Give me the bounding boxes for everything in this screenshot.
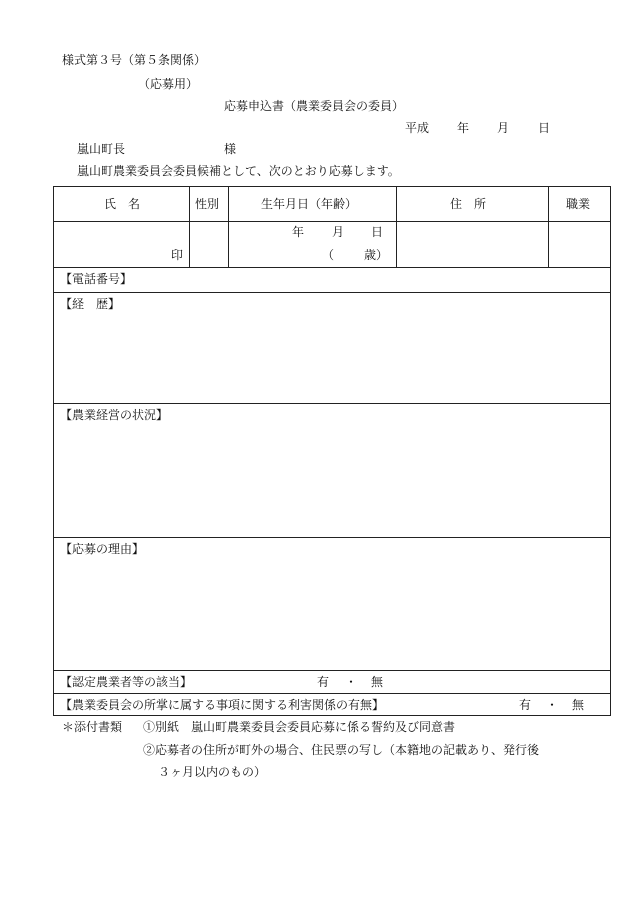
col-gender-header: 性別 <box>195 197 220 211</box>
row-divider <box>54 292 610 293</box>
form-number: 様式第３号（第５条関係） <box>62 53 207 67</box>
career-label: 【経 歴】 <box>60 297 121 311</box>
age-open-paren: （ <box>322 248 335 262</box>
seal-mark: 印 <box>171 248 184 262</box>
certified-yes: 有 <box>317 675 330 689</box>
interest-no: 無 <box>572 698 585 712</box>
col-address-header: 住 所 <box>450 197 487 211</box>
certified-dot: ・ <box>345 675 358 689</box>
col-birth-header: 生年月日（年齢） <box>261 197 358 211</box>
row-divider <box>54 670 610 671</box>
date-year: 年 <box>457 121 470 135</box>
row-divider <box>54 267 610 268</box>
date-era: 平成 <box>405 121 430 135</box>
interest-label: 【農業委員会の所掌に属する事項に関する利害関係の有無】 <box>60 698 385 712</box>
date-day: 日 <box>538 121 551 135</box>
age-close-label: 歳） <box>364 248 389 262</box>
row-divider <box>54 403 610 404</box>
date-month: 月 <box>497 121 510 135</box>
intro-text: 嵐山町農業委員会委員候補として、次のとおり応募します。 <box>77 164 400 178</box>
column-divider <box>396 187 397 267</box>
page-title: 応募申込書（農業委員会の委員） <box>224 99 405 113</box>
row-divider <box>54 693 610 694</box>
birth-month-label: 月 <box>332 225 345 239</box>
attachments-label: ＊添付書類 <box>62 720 123 734</box>
col-job-header: 職業 <box>566 197 591 211</box>
birth-day-label: 日 <box>371 225 384 239</box>
interest-yes: 有 <box>519 698 532 712</box>
row-divider <box>54 537 610 538</box>
column-divider <box>228 187 229 267</box>
certified-label: 【認定農業者等の該当】 <box>60 675 193 689</box>
row-divider <box>54 221 610 222</box>
attachment-item-2-line-1: ②応募者の住所が町外の場合、住民票の写し（本籍地の記載あり、発行後 <box>143 743 540 757</box>
form-use: （応募用） <box>138 77 199 91</box>
col-name-header: 氏 名 <box>104 197 141 211</box>
birth-year-label: 年 <box>292 225 305 239</box>
application-form-table <box>53 186 611 716</box>
addressee-suffix: 様 <box>224 142 237 156</box>
attachment-item-2-line-2: ３ヶ月以内のもの） <box>158 765 267 779</box>
certified-no: 無 <box>371 675 384 689</box>
phone-label: 【電話番号】 <box>60 272 133 286</box>
column-divider <box>548 187 549 267</box>
farm-status-label: 【農業経営の状況】 <box>60 408 169 422</box>
interest-dot: ・ <box>546 698 559 712</box>
column-divider <box>189 187 190 267</box>
reason-label: 【応募の理由】 <box>60 542 145 556</box>
attachment-item-1: ①別紙 嵐山町農業委員会委員応募に係る誓約及び同意書 <box>143 720 456 734</box>
addressee: 嵐山町長 <box>77 142 126 156</box>
